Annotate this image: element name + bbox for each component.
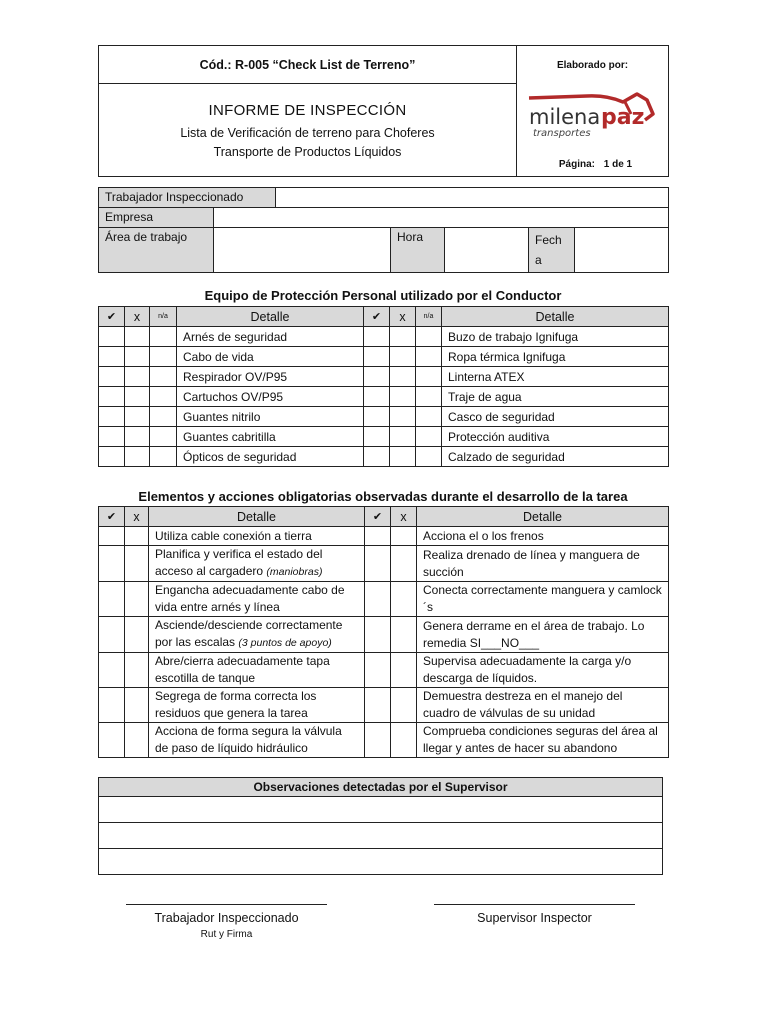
- epp-x-cell[interactable]: [390, 427, 416, 447]
- elementos-section-title: Elementos y acciones obligatorias observadas durante el desarrollo de la tarea: [138, 489, 628, 504]
- elem-x-cell[interactable]: [391, 653, 417, 688]
- elementos-row: [99, 723, 669, 758]
- elem-check-cell[interactable]: [365, 546, 391, 582]
- empresa-label: Empresa: [99, 208, 214, 228]
- elem-detalle-header: Detalle: [417, 507, 669, 527]
- epp-check-cell[interactable]: [99, 347, 125, 367]
- elem-x-cell[interactable]: [125, 653, 149, 688]
- elem-item-text: Engancha adecuadamente cabo de vida entre arnés y línea: [155, 583, 345, 614]
- epp-check-cell[interactable]: [99, 367, 125, 387]
- elementos-row: [99, 582, 669, 617]
- elem-item: [149, 688, 365, 723]
- elementos-table: [98, 506, 669, 758]
- area-label: Área de trabajo: [99, 228, 214, 273]
- epp-detalle-header: Detalle: [177, 307, 364, 327]
- epp-item: Respirador OV/P95: [177, 367, 364, 387]
- elem-item: Realiza drenado de línea y manguera de succión: [417, 546, 669, 582]
- elem-item-text: Asciende/desciende correctamente por las escalas: [155, 618, 343, 649]
- elem-check-cell[interactable]: [99, 582, 125, 617]
- epp-x-cell[interactable]: [125, 327, 150, 347]
- logo-cell: [517, 46, 669, 177]
- trabajador-field[interactable]: [276, 188, 669, 208]
- elem-x-header: x: [391, 507, 417, 527]
- epp-check-cell[interactable]: [364, 447, 390, 467]
- document-code: Cód.: R-005 “Check List de Terreno”: [99, 46, 517, 84]
- elem-item: Acciona el o los frenos: [417, 527, 669, 546]
- epp-x-cell[interactable]: [390, 447, 416, 467]
- epp-check-cell[interactable]: [364, 327, 390, 347]
- elem-check-header: ✔: [365, 507, 391, 527]
- page-label: Página:: [558, 159, 595, 170]
- epp-na-cell[interactable]: [416, 327, 442, 347]
- epp-x-cell[interactable]: [125, 347, 150, 367]
- epp-check-cell[interactable]: [364, 367, 390, 387]
- signature-line-supervisor: [434, 904, 635, 905]
- epp-x-cell[interactable]: [390, 347, 416, 367]
- elem-item: [149, 546, 365, 582]
- elem-x-cell[interactable]: [125, 582, 149, 617]
- elem-item: [149, 527, 365, 546]
- epp-x-cell[interactable]: [390, 327, 416, 347]
- elem-item-text: Utiliza cable conexión a tierra: [155, 528, 312, 543]
- observaciones-title: Observaciones detectadas por el Supervisor: [99, 778, 663, 797]
- hora-label: Hora: [391, 228, 445, 273]
- elem-check-cell[interactable]: [365, 527, 391, 546]
- epp-check-cell[interactable]: [99, 407, 125, 427]
- elem-check-header: ✔: [99, 507, 125, 527]
- epp-check-header: ✔: [364, 307, 390, 327]
- elem-item-text: Segrega de forma correcta los residuos que genera la tarea: [155, 689, 317, 720]
- epp-item: Guantes nitrilo: [177, 407, 364, 427]
- epp-item: Protección auditiva: [442, 427, 669, 447]
- page-value: 1 de 1: [603, 159, 633, 170]
- header-table: [98, 45, 669, 177]
- elem-check-cell[interactable]: [365, 653, 391, 688]
- elem-item: Supervisa adecuadamente la carga y/o descarga de líquidos.: [417, 653, 669, 688]
- elem-check-cell[interactable]: [365, 617, 391, 653]
- elem-check-cell[interactable]: [99, 688, 125, 723]
- observaciones-table: [98, 777, 663, 875]
- epp-check-cell[interactable]: [99, 427, 125, 447]
- svg-text:paz: paz: [601, 105, 645, 130]
- epp-row: [99, 327, 669, 347]
- epp-check-cell[interactable]: [364, 427, 390, 447]
- elem-item-note: (3 puntos de apoyo): [238, 637, 332, 649]
- logo-text: milena: [529, 105, 601, 129]
- fecha-label: Fech a: [529, 228, 575, 273]
- elem-item: Comprueba condiciones seguras del área al llegar y antes de hacer su abandono: [417, 723, 669, 758]
- epp-x-cell[interactable]: [390, 407, 416, 427]
- epp-na-cell[interactable]: [416, 447, 442, 467]
- epp-item: Arnés de seguridad: [177, 327, 364, 347]
- title-block: [99, 84, 517, 177]
- elem-item: Conecta correctamente manguera y camlock´s: [417, 582, 669, 617]
- elementos-row: [99, 653, 669, 688]
- epp-x-cell[interactable]: [125, 367, 150, 387]
- report-subtitle-2: Transporte de Productos Líquidos: [213, 145, 402, 159]
- epp-check-cell[interactable]: [99, 447, 125, 467]
- epp-na-cell[interactable]: [416, 367, 442, 387]
- epp-item: Ropa térmica Ignifuga: [442, 347, 669, 367]
- elementos-row: [99, 527, 669, 546]
- epp-check-cell[interactable]: [364, 407, 390, 427]
- epp-x-cell[interactable]: [390, 367, 416, 387]
- observacion-line[interactable]: [99, 849, 663, 875]
- epp-na-cell[interactable]: [416, 407, 442, 427]
- signature-line-trabajador: [126, 904, 327, 905]
- elem-x-cell[interactable]: [125, 617, 149, 653]
- empresa-field[interactable]: [214, 208, 669, 228]
- elem-item: [149, 582, 365, 617]
- epp-item: Buzo de trabajo Ignifuga: [442, 327, 669, 347]
- epp-na-cell[interactable]: [150, 327, 177, 347]
- signature-label-supervisor: Supervisor Inspector: [477, 911, 592, 925]
- elem-x-cell[interactable]: [125, 527, 149, 546]
- epp-row: [99, 427, 669, 447]
- elem-check-cell[interactable]: [99, 723, 125, 758]
- elem-item-text: Planifica y verifica el estado del acceso al cargadero: [155, 547, 323, 578]
- epp-check-cell[interactable]: [99, 387, 125, 407]
- epp-na-cell[interactable]: [416, 387, 442, 407]
- epp-row: [99, 447, 669, 467]
- company-logo: [527, 90, 657, 146]
- epp-item: Cartuchos OV/P95: [177, 387, 364, 407]
- elem-x-cell[interactable]: [391, 688, 417, 723]
- elementos-row: [99, 546, 669, 582]
- epp-x-cell[interactable]: [125, 447, 150, 467]
- area-field[interactable]: [214, 228, 391, 273]
- elem-check-cell[interactable]: [99, 617, 125, 653]
- elaborado-label: Elaborado por:: [556, 60, 629, 71]
- elementos-row: [99, 688, 669, 723]
- epp-section-title: Equipo de Protección Personal utilizado por el Conductor: [204, 288, 562, 303]
- epp-x-header: x: [390, 307, 416, 327]
- elementos-row: [99, 617, 669, 653]
- epp-row: [99, 387, 669, 407]
- elem-item: [149, 617, 365, 653]
- elem-item-text: Abre/cierra adecuadamente tapa escotilla de tanque: [155, 654, 330, 685]
- epp-item: Cabo de vida: [177, 347, 364, 367]
- observacion-line[interactable]: [99, 797, 663, 823]
- report-title: INFORME DE INSPECCIÓN: [208, 102, 407, 119]
- epp-na-cell[interactable]: [150, 387, 177, 407]
- epp-item: Casco de seguridad: [442, 407, 669, 427]
- elem-check-cell[interactable]: [99, 546, 125, 582]
- epp-na-cell[interactable]: [416, 427, 442, 447]
- logo-subtext: transportes: [533, 128, 591, 139]
- epp-row: [99, 367, 669, 387]
- page-indicator: [517, 159, 668, 170]
- epp-check-cell[interactable]: [364, 387, 390, 407]
- elem-x-cell[interactable]: [391, 617, 417, 653]
- epp-na-header: n/a: [416, 307, 442, 327]
- epp-item: Traje de agua: [442, 387, 669, 407]
- elem-check-cell[interactable]: [99, 653, 125, 688]
- epp-item: Linterna ATEX: [442, 367, 669, 387]
- epp-na-cell[interactable]: [150, 347, 177, 367]
- worker-info-table: [98, 187, 669, 273]
- epp-row: [99, 347, 669, 367]
- epp-item: Ópticos de seguridad: [177, 447, 364, 467]
- fecha-field[interactable]: [575, 228, 669, 273]
- report-subtitle-1: Lista de Verificación de terreno para Choferes: [180, 126, 435, 140]
- epp-row: [99, 407, 669, 427]
- hora-field[interactable]: [445, 228, 529, 273]
- epp-item: Calzado de seguridad: [442, 447, 669, 467]
- elem-item: [149, 653, 365, 688]
- observacion-line[interactable]: [99, 823, 663, 849]
- elem-item-note: (maniobras): [266, 566, 323, 578]
- epp-x-header: x: [125, 307, 150, 327]
- epp-x-cell[interactable]: [125, 407, 150, 427]
- signature-label-trabajador: Trabajador Inspeccionado: [154, 911, 299, 925]
- elem-x-cell[interactable]: [391, 527, 417, 546]
- elem-check-cell[interactable]: [365, 723, 391, 758]
- elem-check-cell[interactable]: [365, 688, 391, 723]
- epp-check-header: ✔: [99, 307, 125, 327]
- epp-na-header: n/a: [150, 307, 177, 327]
- elem-x-cell[interactable]: [391, 723, 417, 758]
- elem-item: [149, 723, 365, 758]
- epp-x-cell[interactable]: [390, 387, 416, 407]
- epp-na-cell[interactable]: [150, 447, 177, 467]
- elem-item: Demuestra destreza en el manejo del cuadro de válvulas de su unidad: [417, 688, 669, 723]
- elem-item-text: Acciona de forma segura la válvula de paso de líquido hidráulico: [155, 724, 342, 755]
- trabajador-label: Trabajador Inspeccionado: [99, 188, 276, 208]
- signature-sublabel: Rut y Firma: [200, 929, 253, 940]
- elem-check-cell[interactable]: [99, 527, 125, 546]
- epp-x-cell[interactable]: [125, 427, 150, 447]
- elem-x-cell[interactable]: [391, 546, 417, 582]
- epp-na-cell[interactable]: [150, 367, 177, 387]
- epp-table: [98, 306, 669, 467]
- epp-check-cell[interactable]: [99, 327, 125, 347]
- elem-x-cell[interactable]: [125, 723, 149, 758]
- elem-x-cell[interactable]: [125, 546, 149, 582]
- epp-na-cell[interactable]: [150, 407, 177, 427]
- elem-x-cell[interactable]: [391, 582, 417, 617]
- elem-x-cell[interactable]: [125, 688, 149, 723]
- epp-na-cell[interactable]: [150, 427, 177, 447]
- epp-item: Guantes cabritilla: [177, 427, 364, 447]
- elem-check-cell[interactable]: [365, 582, 391, 617]
- epp-na-cell[interactable]: [416, 347, 442, 367]
- elem-item: Genera derrame en el área de trabajo. Lo remedia SI___NO___: [417, 617, 669, 653]
- elem-detalle-header: Detalle: [149, 507, 365, 527]
- elem-x-header: x: [125, 507, 149, 527]
- epp-check-cell[interactable]: [364, 347, 390, 367]
- epp-detalle-header: Detalle: [442, 307, 669, 327]
- epp-x-cell[interactable]: [125, 387, 150, 407]
